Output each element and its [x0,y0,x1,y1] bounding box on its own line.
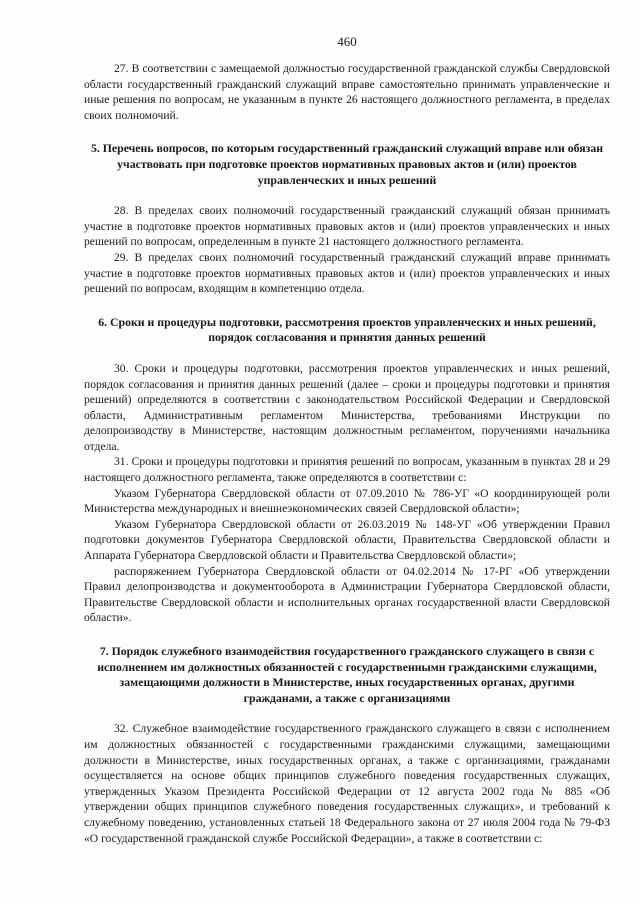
section-6-heading: 6. Сроки и процедуры подготовки, рассмотрения проектов управленческих и иных решений, порядок согласования и принятия данных решений [98,314,596,345]
paragraph-29: 29. В пределах своих полномочий государственный гражданский служащий вправе принимать участие в подготовке проектов нормативных правовых актов и (или) проектов управленческих и иных решений по вопросам, входящим в компетенцию отдела. [84,250,610,296]
paragraph-31: 31. Сроки и процедуры подготовки и принятия решений по вопросам, указанным в пунктах 28 и 29 настоящего должностного регламента, также определяются в соответствии с: [84,455,610,485]
paragraph-32: 32. Служебное взаимодействие государственного гражданского служащего в связи с исполнением им должностных обязанностей с государственными гражданскими служащими, замещающими должности в Министерстве, иных государственных органах, а также с организациями, гражданами осуществляется на основе общих принципов служебного поведения государственных служащих, утвержденных Указом Президента Российской Федерации от 12 августа 2002 года № 885 «Об утверждении общих принципов служебного поведения государственных служащих», и требований к служебному поведению, установленных статьей 18 Федерального закона от 27 июля 2004 года № 79-ФЗ «О государственной гражданской службе Российской Федерации», а также в соответствии с: [84,722,610,845]
section-5-heading: 5. Перечень вопросов, по которым государственный гражданский служащий вправе или обязан участвовать при подготовке проектов нормативных правовых актов и (или) проектов управленческих и иных решений [90,141,604,187]
page-number: 460 [337,34,357,49]
paragraph-27: 27. В соответствии с замещаемой должностью государственной гражданской службы Свердловской области государственный гражданский служащий вправе самостоятельно принимать управленческие и иные решения по вопросам, не указанным в пункте 26 настоящего должностного регламента, в пределах своих полномочий. [84,62,610,122]
list-item-decree-148: Указом Губернатора Свердловской области от 26.03.2019 № 148-УГ «Об утверждении Правил подготовки документов Губернатора Свердловской области, Правительства Свердловской области и Аппарата Губернатора Свердловской области и Правительства Свердловской области»; [84,517,610,563]
section-7-heading: 7. Порядок служебного взаимодействия государственного гражданского служащего в связи с исполнением им должностных обязанностей с государственными гражданскими служащими, замещающими должности в Министерстве, иных государственных органах, другими гражданами, а также с организациями [97,644,597,705]
list-item-order-17: распоряжением Губернатора Свердловской области от 04.02.2014 № 17-РГ «Об утверждении Правил делопроизводства и документооборота в Администрации Губернатора Свердловской области, Правительстве Свердловской области и исполнительных органах государственной власти Свердловской области». [84,564,610,625]
list-item-decree-786: Указом Губернатора Свердловской области от 07.09.2010 № 786-УГ «О координирующей роли Министерства международных и внешнеэкономических связей Свердловской области»; [84,486,610,516]
paragraph-30: 30. Сроки и процедуры подготовки, рассмотрения проектов управленческих и иных решений, порядок согласования и принятия данных решений (далее – сроки и процедуры подготовки и принятия решений) определяются в соответствии с законодательством Российской Федерации и Свердловской области, Административным регламентом Министерства, требованиями Инструкции по делопроизводству в Министерстве, настоящим должностным регламентом, поручениями начальника отдела. [84,361,610,453]
paragraph-28: 28. В пределах своих полномочий государственный гражданский служащий обязан принимать участие в подготовке проектов нормативных правовых актов и (или) проектов управленческих и иных решений по вопросам, определенным в пункте 21 настоящего должностного регламента. [84,204,610,249]
